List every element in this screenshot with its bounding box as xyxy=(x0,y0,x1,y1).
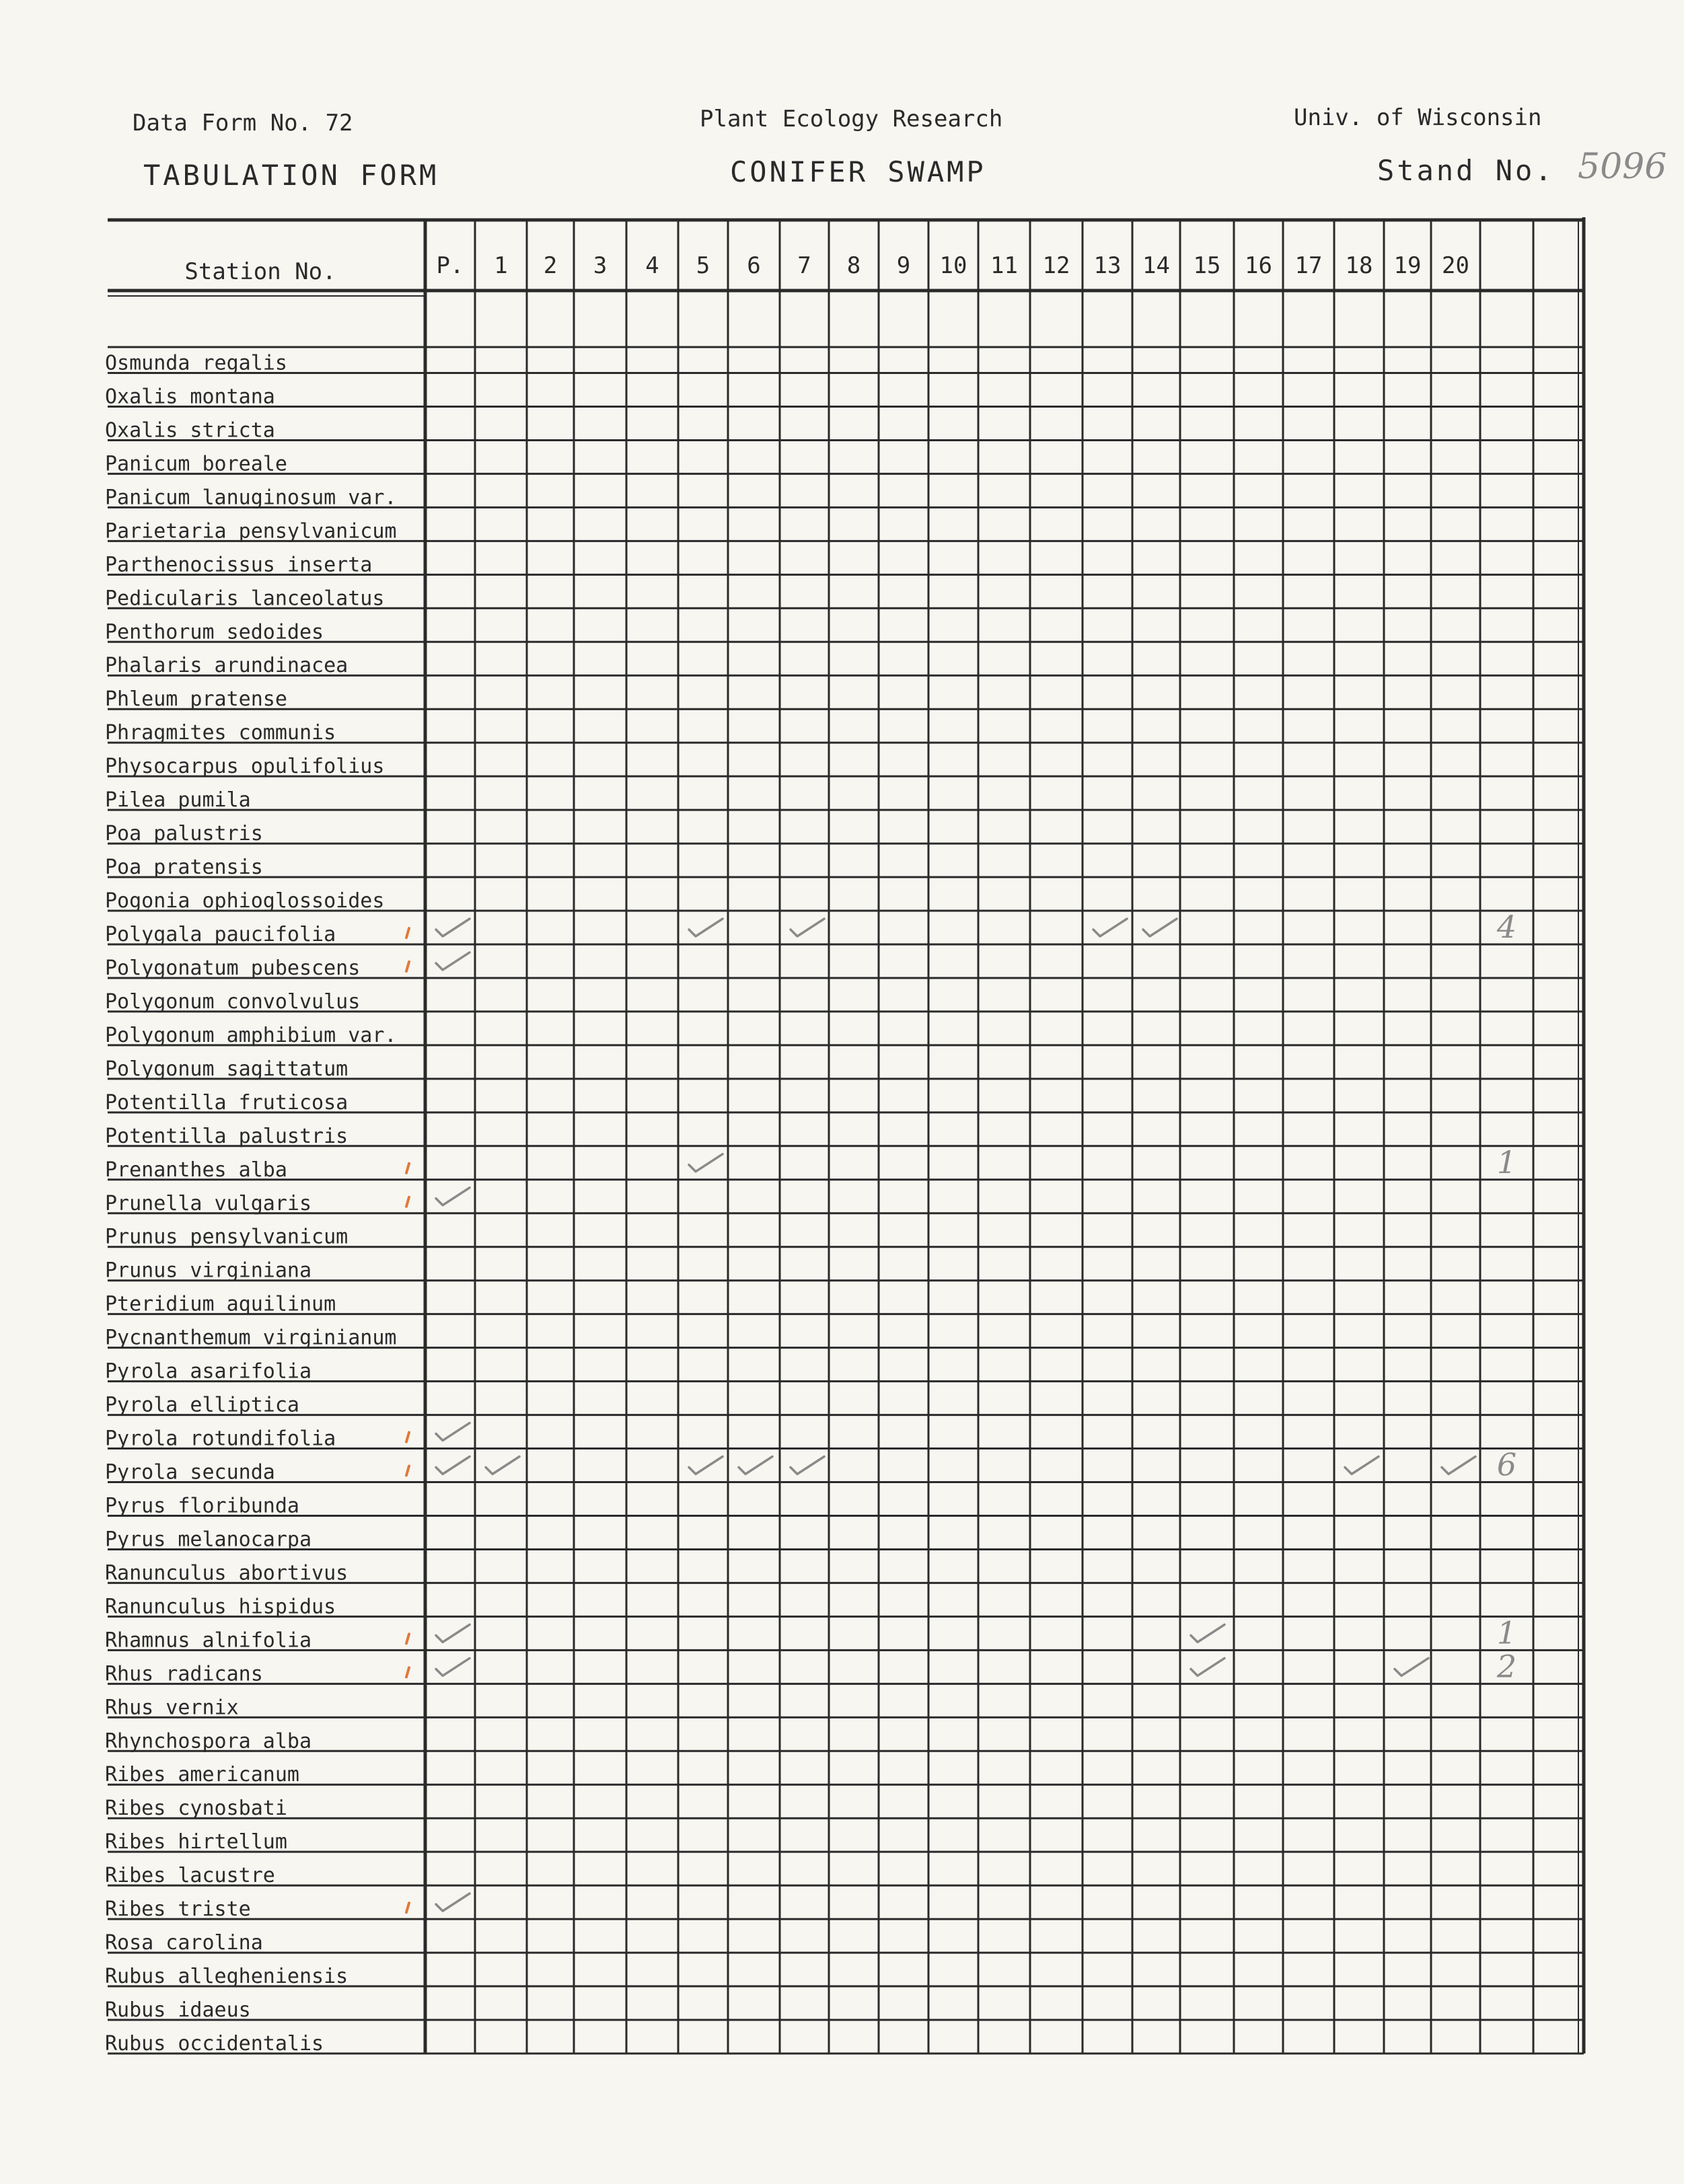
check-mark xyxy=(436,1893,470,1911)
species-label: Pteridium aquilinum xyxy=(105,1292,336,1316)
check-mark xyxy=(436,919,470,936)
species-label: Ranunculus hispidus xyxy=(105,1595,336,1619)
species-label: Polygala paucifolia xyxy=(105,922,336,946)
species-label: Panicum lanuginosum var. xyxy=(105,486,397,510)
species-label: Osmunda regalis xyxy=(105,351,287,375)
column-header-13: 13 xyxy=(1093,252,1122,279)
species-label: Poa pratensis xyxy=(105,856,263,880)
column-header-14: 14 xyxy=(1142,252,1170,279)
column-header-11: 11 xyxy=(990,252,1018,279)
tally-value: 1 xyxy=(1496,1614,1517,1651)
stand-label: Stand No. xyxy=(1377,154,1555,187)
column-header-8: 8 xyxy=(846,252,861,279)
check-mark xyxy=(791,919,824,936)
column-header-p: P. xyxy=(436,252,464,279)
institution-name: Univ. of Wisconsin xyxy=(1294,104,1542,131)
species-label: Poa palustris xyxy=(105,822,263,846)
check-mark xyxy=(1442,1457,1475,1474)
tally-value: 6 xyxy=(1496,1446,1517,1483)
species-label: Phleum pratense xyxy=(105,687,287,712)
species-label: Oxalis stricta xyxy=(105,418,275,443)
check-mark xyxy=(791,1457,824,1474)
tally-value: 2 xyxy=(1496,1648,1517,1685)
orange-tick-mark xyxy=(406,1667,409,1677)
orange-tick-mark xyxy=(406,1903,409,1912)
species-label: Physocarpus opulifolius xyxy=(105,755,385,779)
check-mark xyxy=(1191,1624,1224,1642)
column-header-4: 4 xyxy=(645,252,659,279)
species-label: Prunella vulgaris xyxy=(105,1191,312,1215)
species-label: Phalaris arundinacea xyxy=(105,654,349,678)
species-label: Pyrus floribunda xyxy=(105,1494,299,1518)
species-label: Parietaria pensylvanicum xyxy=(105,519,397,543)
species-label: Ribes hirtellum xyxy=(105,1830,287,1854)
form-number: Data Form No. 72 xyxy=(133,110,353,137)
tally-value: 1 xyxy=(1496,1143,1517,1180)
community-title: CONIFER SWAMP xyxy=(730,155,986,188)
check-mark xyxy=(1191,1658,1224,1675)
species-label: Rubus idaeus xyxy=(105,1998,251,2023)
check-mark xyxy=(1345,1457,1379,1474)
species-label: Pyrola asarifolia xyxy=(105,1359,312,1384)
orange-tick-mark xyxy=(406,1634,409,1643)
species-label: Pilea pumila xyxy=(105,788,251,813)
column-header-7: 7 xyxy=(797,252,811,279)
check-mark xyxy=(436,952,470,970)
orange-tick-mark xyxy=(406,1466,409,1476)
column-header-1: 1 xyxy=(494,252,508,279)
orange-tick-mark xyxy=(406,1433,409,1442)
column-header-3: 3 xyxy=(593,252,608,279)
check-mark xyxy=(689,919,723,936)
orange-tick-mark xyxy=(406,1164,409,1173)
species-label: Rhamnus alnifolia xyxy=(105,1628,312,1653)
species-label: Pogonia ophioglossoides xyxy=(105,889,385,913)
species-label: Polygonatum pubescens xyxy=(105,956,361,980)
species-label: Ribes lacustre xyxy=(105,1864,275,1888)
check-mark xyxy=(436,1658,470,1675)
check-mark xyxy=(739,1457,772,1474)
column-header-16: 16 xyxy=(1245,252,1272,279)
column-header-20: 20 xyxy=(1442,252,1469,279)
species-label: Rubus occidentalis xyxy=(105,2032,324,2056)
species-label: Ribes cynosbati xyxy=(105,1797,287,1821)
check-mark xyxy=(689,1457,723,1474)
species-label: Prunus virginiana xyxy=(105,1258,312,1283)
check-mark xyxy=(436,1423,470,1441)
species-label: Rhus radicans xyxy=(105,1662,263,1686)
species-label: Potentilla palustris xyxy=(105,1124,349,1148)
check-mark xyxy=(1093,919,1127,936)
check-mark xyxy=(436,1188,470,1205)
species-label: Parthenocissus inserta xyxy=(105,553,373,577)
species-label: Ribes americanum xyxy=(105,1763,299,1787)
species-label: Pyrus melanocarpa xyxy=(105,1528,312,1552)
orange-tick-mark xyxy=(406,1197,409,1207)
species-label: Oxalis montana xyxy=(105,385,275,409)
check-mark xyxy=(1395,1658,1428,1675)
species-label: Prenanthes alba xyxy=(105,1158,287,1182)
species-label: Pyrola secunda xyxy=(105,1460,275,1484)
column-header-2: 2 xyxy=(543,252,558,279)
column-header-18: 18 xyxy=(1345,252,1373,279)
check-mark xyxy=(486,1457,519,1474)
column-header-6: 6 xyxy=(747,252,761,279)
species-label: Pycnanthemum virginianum xyxy=(105,1326,397,1350)
species-label: Rubus allegheniensis xyxy=(105,1965,349,1989)
species-label: Ribes triste xyxy=(105,1897,251,1922)
species-label: Potentilla fruticosa xyxy=(105,1090,349,1115)
orange-tick-mark xyxy=(406,928,409,938)
column-header-12: 12 xyxy=(1042,252,1070,279)
check-mark xyxy=(1143,919,1177,936)
species-label: Polygonum sagittatum xyxy=(105,1057,349,1081)
check-mark xyxy=(689,1154,723,1172)
species-label: Pyrola rotundifolia xyxy=(105,1427,336,1451)
species-label: Ranunculus abortivus xyxy=(105,1561,349,1585)
species-label: Polygonum convolvulus xyxy=(105,989,361,1014)
species-label: Prunus pensylvanicum xyxy=(105,1225,349,1249)
species-label: Rosa carolina xyxy=(105,1931,263,1955)
column-header-15: 15 xyxy=(1193,252,1221,279)
species-label: Polygonum amphibium var. xyxy=(105,1023,397,1047)
check-mark xyxy=(436,1624,470,1642)
program-name: Plant Ecology Research xyxy=(700,106,1003,133)
column-header-9: 9 xyxy=(896,252,911,279)
orange-tick-mark xyxy=(406,962,409,971)
stand-number: 5096 xyxy=(1578,147,1667,187)
check-mark xyxy=(436,1457,470,1474)
form-title: TABULATION FORM xyxy=(143,159,439,192)
species-label: Rhus vernix xyxy=(105,1696,239,1720)
species-label: Pedicularis lanceolatus xyxy=(105,587,385,611)
column-header-10: 10 xyxy=(939,252,967,279)
species-label: Panicum boreale xyxy=(105,452,287,476)
species-label: Phragmites communis xyxy=(105,721,336,745)
column-header-5: 5 xyxy=(696,252,710,279)
station-no-header: Station No. xyxy=(184,258,336,285)
species-label: Penthorum sedoides xyxy=(105,620,324,644)
column-header-19: 19 xyxy=(1393,252,1422,279)
tally-value: 4 xyxy=(1496,908,1517,945)
species-label: Pyrola elliptica xyxy=(105,1393,299,1417)
column-header-17: 17 xyxy=(1294,252,1323,279)
species-label: Rhynchospora alba xyxy=(105,1729,312,1754)
